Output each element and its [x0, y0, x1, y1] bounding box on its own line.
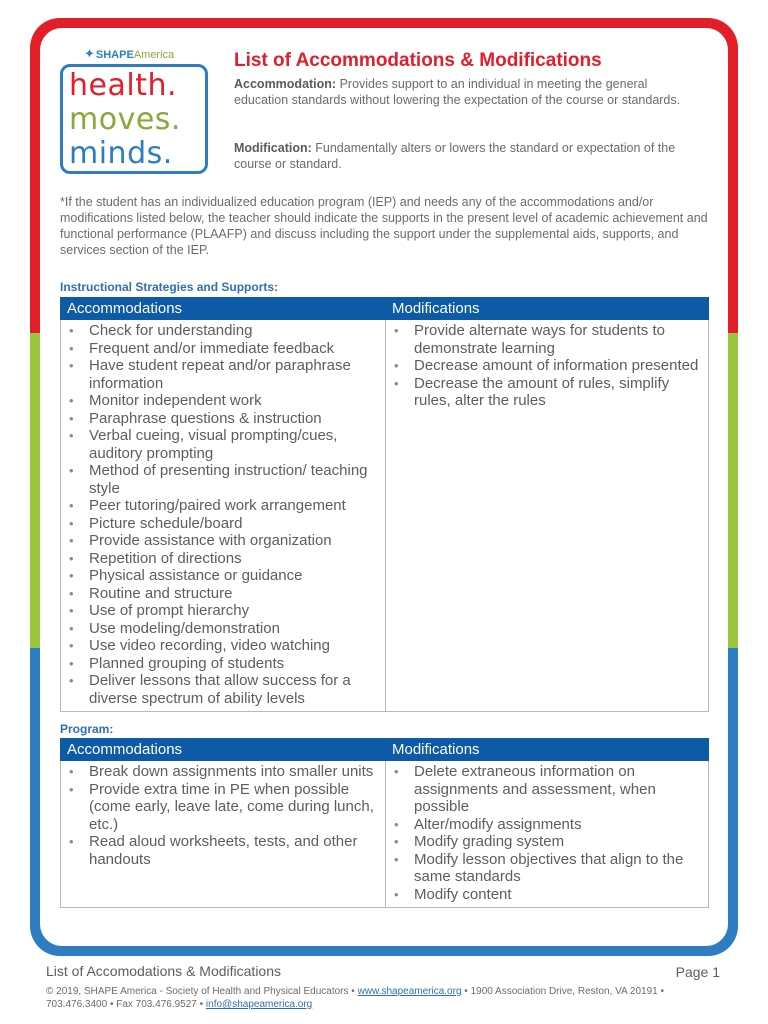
- list-item: • Peer tutoring/paired work arrangement: [65, 497, 381, 515]
- list-item: • Routine and structure: [65, 585, 381, 603]
- list-item: • Have student repeat and/or paraphrase information: [65, 357, 381, 392]
- accommodation-def-text: Provides support to an individual in meeting the general education standards without lowering the expectation of the course or standards.: [234, 77, 681, 107]
- footer-copyright: © 2019, SHAPE America - Society of Health and Physical Educators •: [46, 986, 355, 997]
- accommodations-cell: [61, 761, 386, 908]
- accommodation-term: Accommodation:: [234, 77, 337, 91]
- brand-suffix: America: [133, 49, 175, 61]
- section-label-instructional: Instructional Strategies and Supports:: [60, 280, 279, 294]
- program-table: [60, 738, 709, 908]
- accommodations-list: [65, 763, 381, 868]
- logo-box: [60, 64, 208, 174]
- list-item: • Provide extra time in PE when possible (come early, leave late, come during lunch, etc.): [65, 781, 381, 834]
- list-item: • Repetition of directions: [65, 550, 381, 568]
- modification-definition: [234, 140, 704, 172]
- email-link[interactable]: info@shapeamerica.org: [205, 999, 313, 1010]
- list-item: • Modify content: [390, 886, 704, 904]
- logo-word-health: health.: [69, 68, 178, 103]
- list-item: • Verbal cueing, visual prompting/cues, auditory prompting: [65, 427, 381, 462]
- brand-prefix: SHAPE: [95, 49, 134, 61]
- list-item: • Provide alternate ways for students to demonstrate learning: [390, 322, 704, 357]
- list-item: • Read aloud worksheets, tests, and other handouts: [65, 833, 381, 868]
- instructional-table: [60, 297, 709, 712]
- modifications-list: [390, 763, 704, 903]
- modification-def-text: Fundamentally alters or lowers the standard or expectation of the course or standard.: [234, 141, 676, 171]
- list-item: • Break down assignments into smaller units: [65, 763, 381, 781]
- page-title: List of Accommodations & Modifications: [234, 50, 602, 71]
- accommodations-cell: [61, 320, 386, 712]
- logo-word-moves: moves.: [69, 102, 181, 137]
- list-item: • Deliver lessons that allow success for a diverse spectrum of ability levels: [65, 672, 381, 707]
- list-item: • Frequent and/or immediate feedback: [65, 340, 381, 358]
- list-item: • Modify grading system: [390, 833, 704, 851]
- col-header-accommodations: Accommodations: [61, 298, 386, 320]
- shape-star-icon: ✦: [84, 46, 95, 61]
- list-item: • Monitor independent work: [65, 392, 381, 410]
- footer-contact: [46, 985, 726, 1011]
- list-item: • Paraphrase questions & instruction: [65, 410, 381, 428]
- modifications-cell: [386, 320, 709, 712]
- modifications-cell: [386, 761, 709, 908]
- page-number: Page 1: [675, 964, 720, 980]
- accommodation-definition: [234, 76, 704, 108]
- section-label-program: Program:: [60, 722, 114, 736]
- list-item: • Use modeling/demonstration: [65, 620, 381, 638]
- col-header-modifications: Modifications: [386, 298, 709, 320]
- list-item: • Planned grouping of students: [65, 655, 381, 673]
- iep-note: *If the student has an individualized education program (IEP) and needs any of the accommodations and/or modifications listed below, the teacher should indicate the supports in the present level of academic achievement and functional performance (PLAAFP) and discuss including the support under the supplemental aids, supports, and services section of the IEP.: [60, 195, 708, 257]
- footer-title: List of Accomodations & Modifications: [46, 963, 282, 979]
- list-item: • Provide assistance with organization: [65, 532, 381, 550]
- list-item: • Decrease amount of information presented: [390, 357, 704, 375]
- col-header-accommodations: Accommodations: [61, 739, 386, 761]
- col-header-modifications: Modifications: [386, 739, 709, 761]
- list-item: • Use of prompt hierarchy: [65, 602, 381, 620]
- list-item: • Modify lesson objectives that align to the same standards: [390, 851, 704, 886]
- list-item: • Use video recording, video watching: [65, 637, 381, 655]
- modifications-list: [390, 322, 704, 410]
- list-item: • Method of presenting instruction/ teaching style: [65, 462, 381, 497]
- list-item: • Decrease the amount of rules, simplify rules, alter the rules: [390, 375, 704, 410]
- accommodations-list: [65, 322, 381, 707]
- list-item: • Check for understanding: [65, 322, 381, 340]
- health-moves-minds-logo: [60, 46, 210, 176]
- modification-term: Modification:: [234, 141, 312, 155]
- shape-america-brand: [84, 46, 174, 62]
- footer-address: • 1900 Association Drive, Reston, VA 20191 • 703.476.3400 • Fax 703.476.9527 •: [46, 986, 665, 1010]
- logo-word-minds: minds.: [69, 136, 173, 171]
- list-item: • Alter/modify assignments: [390, 816, 704, 834]
- list-item: • Picture schedule/board: [65, 515, 381, 533]
- website-link[interactable]: www.shapeamerica.org: [357, 986, 462, 997]
- list-item: • Physical assistance or guidance: [65, 567, 381, 585]
- list-item: • Delete extraneous information on assignments and assessment, when possible: [390, 763, 704, 816]
